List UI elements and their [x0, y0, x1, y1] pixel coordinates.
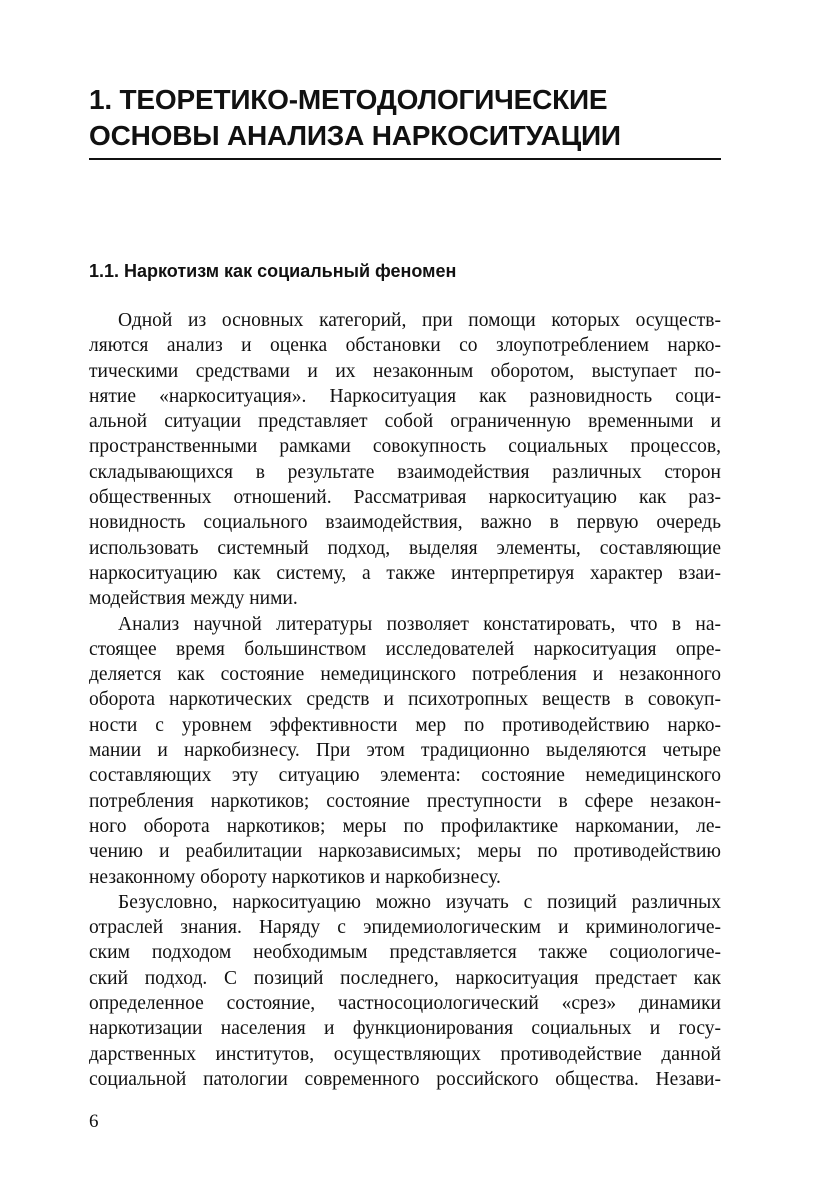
paragraph: [89, 308, 721, 612]
section-title: 1.1. Наркотизм как социальный феномен: [89, 261, 457, 281]
paragraph-line: Одной из основных категорий, при помощи которых осуществ-: [118, 310, 721, 331]
paragraph-line: незаконному обороту наркотиков и наркобизнесу.: [89, 866, 501, 888]
paragraph-line: складывающихся в результате взаимодействия различных сторон: [89, 461, 721, 483]
paragraph-line: дарственных институтов, осуществляющих противодействие данной: [89, 1043, 721, 1065]
paragraph-line: мании и наркобизнесу. При этом традиционно выделяются четыре: [89, 740, 721, 762]
paragraph-line: стоящее время большинством исследователей наркоситуация опре-: [89, 638, 721, 660]
paragraph-line: ного оборота наркотиков; меры по профилактике наркомании, ле-: [89, 815, 721, 837]
paragraph-line: общественных отношений. Рассматривая наркоситуацию как раз-: [89, 487, 721, 509]
paragraph-line: Безусловно, наркоситуацию можно изучать с позиций различных: [118, 891, 721, 913]
paragraph-line: деляется как состояние немедицинского потребления и незаконного: [89, 664, 721, 686]
paragraph-line: использовать системный подход, выделяя элементы, составляющие: [89, 537, 721, 559]
chapter-title-line-2: ОСНОВЫ АНАЛИЗА НАРКОСИТУАЦИИ: [89, 120, 621, 151]
paragraph-line: наркотизации населения и функционирования социальных и госу-: [89, 1018, 721, 1040]
paragraph: [89, 890, 721, 1092]
paragraph-line: ляются анализ и оценка обстановки со злоупотреблением нарко-: [89, 335, 721, 357]
paragraph-line: новидность социального взаимодействия, важно в первую очередь: [89, 512, 721, 534]
body-text: [89, 308, 721, 1092]
paragraph-line: пространственными рамками совокупность социальных процессов,: [89, 436, 721, 458]
paragraph: [89, 612, 721, 890]
paragraph-line: наркоситуацию как систему, а также интерпретируя характер взаи-: [89, 562, 721, 584]
page-number: 6: [89, 1111, 99, 1132]
paragraph-line: составляющих эту ситуацию элемента: состояние немедицинского: [89, 765, 721, 787]
paragraph-line: чению и реабилитации наркозависимых; меры по противодействию: [89, 841, 721, 863]
paragraph-line: потребления наркотиков; состояние преступности в сфере незакон-: [89, 790, 721, 812]
paragraph-line: отраслей знания. Наряду с эпидемиологическим и криминологиче-: [89, 917, 721, 939]
paragraph-line: Анализ научной литературы позволяет констатировать, что в на-: [118, 613, 721, 635]
paragraph-line: оборота наркотических средств и психотропных веществ в совокуп-: [89, 689, 721, 711]
paragraph-line: ский подход. С позиций последнего, наркоситуация предстает как: [89, 967, 721, 989]
paragraph-line: ским подходом необходимым представляется также социологиче-: [89, 942, 721, 964]
paragraph-line: альной ситуации представляет собой ограниченную временными и: [89, 411, 721, 433]
paragraph-line: тическими средствами и их незаконным оборотом, выступает по-: [89, 360, 721, 382]
paragraph-line: модействия между ними.: [89, 588, 298, 610]
paragraph-line: социальной патологии современного российского общества. Незави-: [89, 1068, 721, 1090]
chapter-divider: [89, 158, 721, 160]
paragraph-line: ности с уровнем эффективности мер по противодействию нарко-: [89, 714, 721, 736]
paragraph-line: определенное состояние, частносоциологический «срез» динамики: [89, 993, 721, 1015]
chapter-title: [89, 82, 729, 154]
paragraph-line: нятие «наркоситуация». Наркоситуация как разновидность соци-: [89, 385, 721, 407]
chapter-title-line-1: 1. ТЕОРЕТИКО-МЕТОДОЛОГИЧЕСКИЕ: [89, 84, 608, 115]
